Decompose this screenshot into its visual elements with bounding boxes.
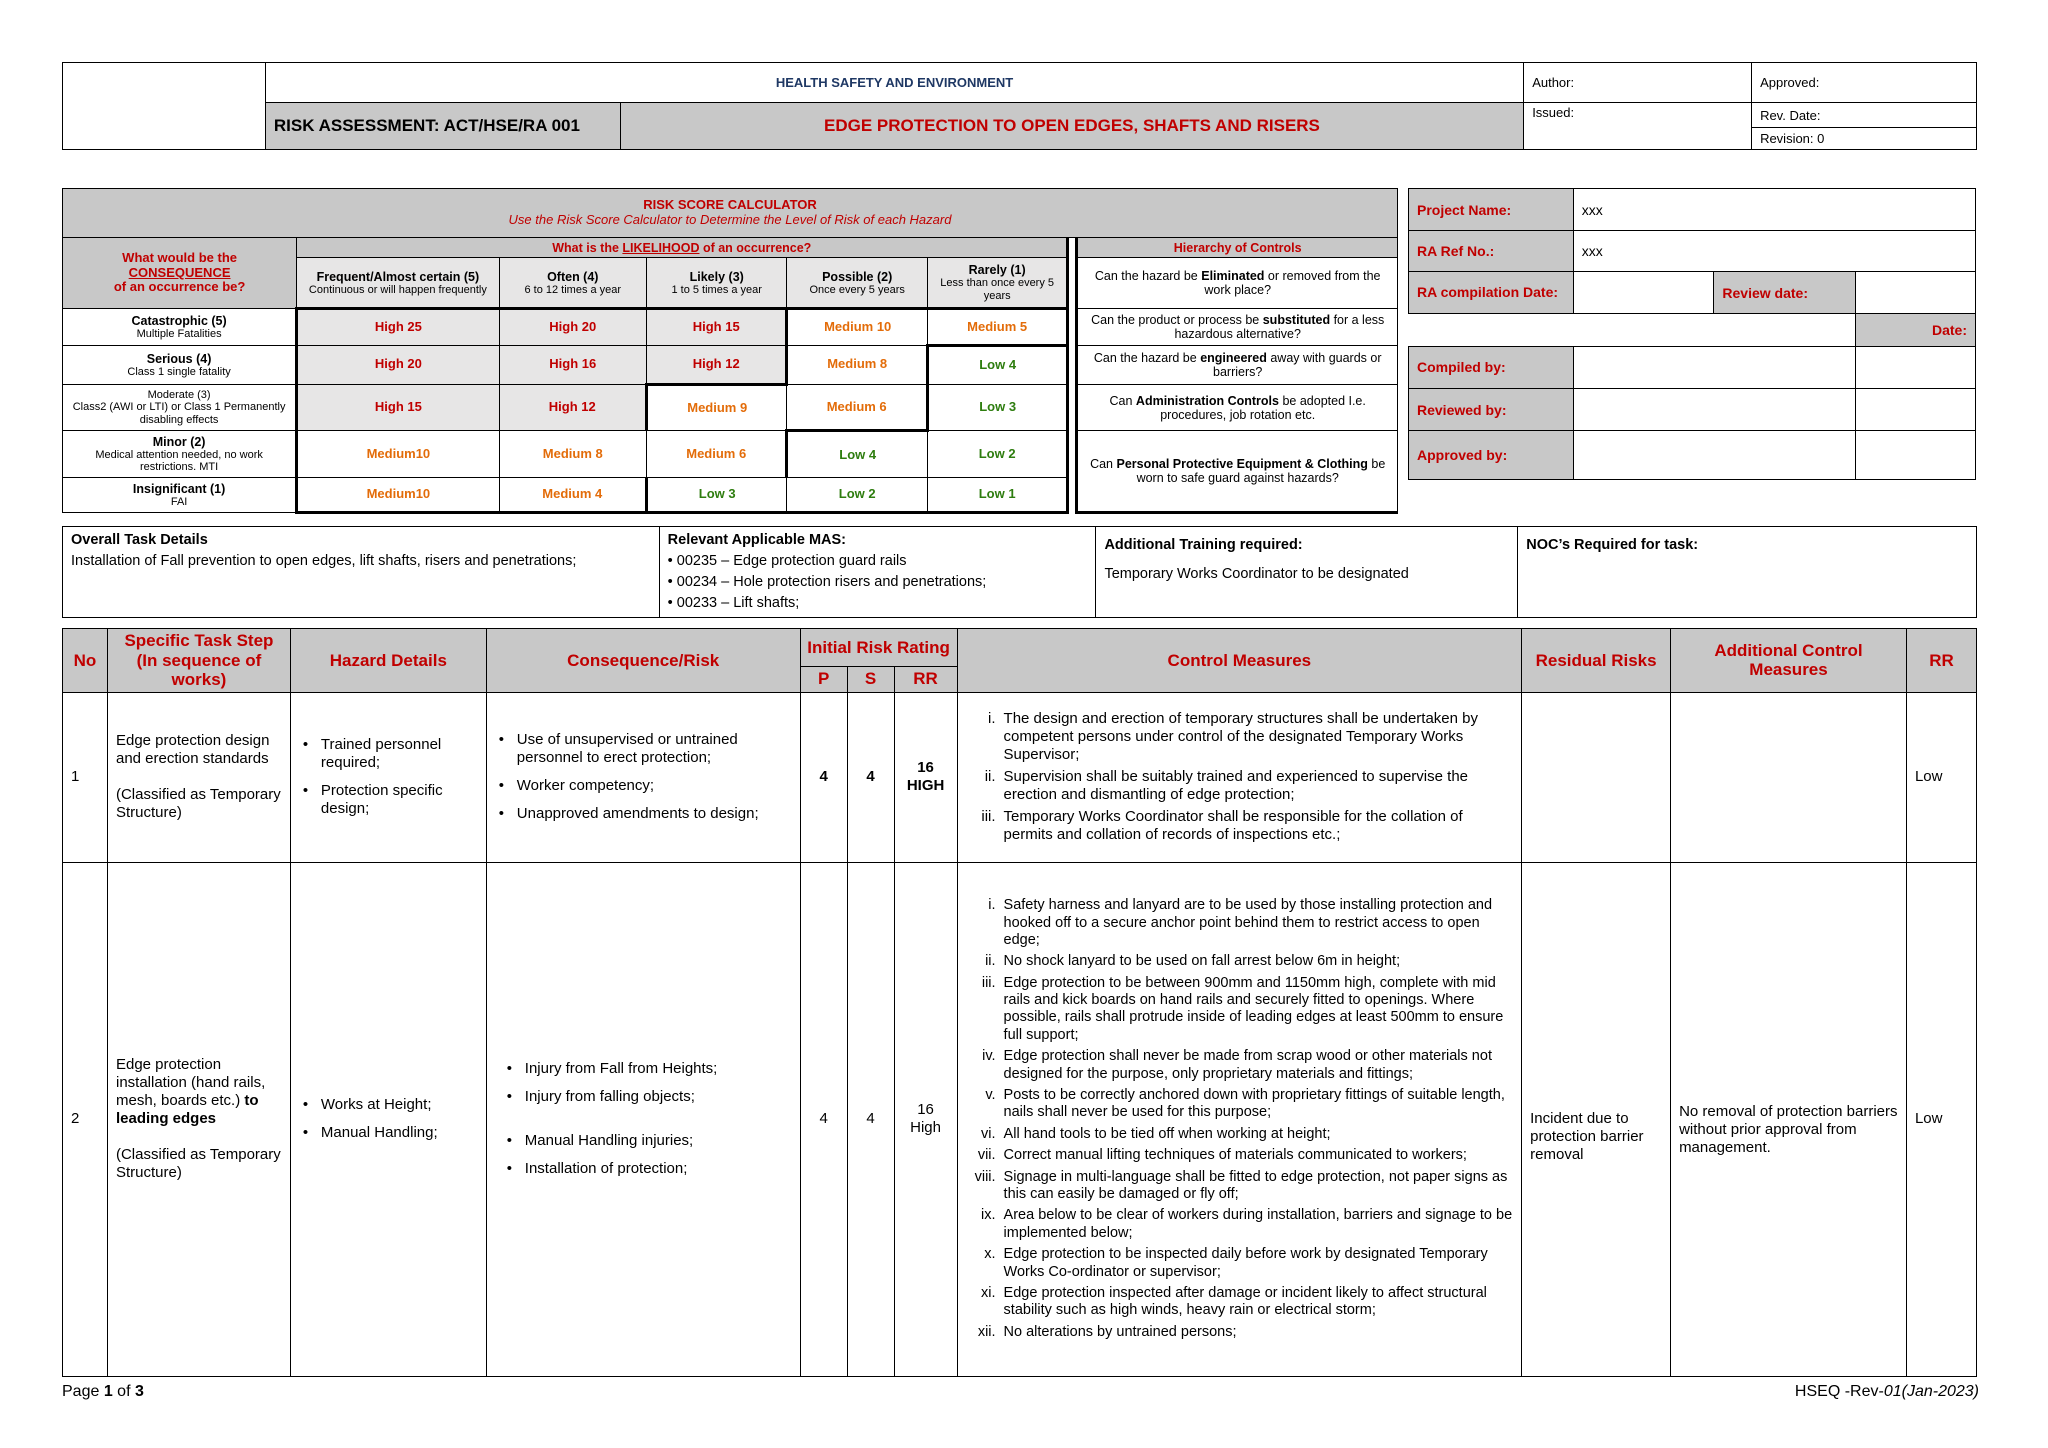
consequence-row-2: Minor (2) Medical attention needed, no work restrictions. MTI <box>63 431 297 478</box>
mas-item: • 00233 – Lift shafts; <box>667 595 800 612</box>
matrix-cell: High 25 <box>297 309 499 346</box>
matrix-cell: High 20 <box>499 309 646 346</box>
consequence-item: • Manual Handling injuries; <box>503 1132 792 1150</box>
likelihood-header-1: Rarely (1) Less than once every 5 years <box>927 258 1067 309</box>
col-rr-initial: RR <box>894 666 957 692</box>
consequence-row-1: Insignificant (1) FAI <box>63 478 297 513</box>
residual-risks: Incident due to protection barrier removal <box>1522 862 1671 1376</box>
project-name-value: xxx <box>1573 189 1975 231</box>
consequence-question: What would be the CONSEQUENCE of an occurrence be? <box>63 237 297 308</box>
col-hazard: Hazard Details <box>290 629 486 693</box>
col-control-measures: Control Measures <box>957 629 1522 693</box>
control-item: iv. Edge protection shall never be made from scrap wood or other materials not designed for the purpose, only proprietary materials and fittings; <box>982 1048 1492 1082</box>
hazard-item: • Manual Handling; <box>299 1124 478 1142</box>
training-text: Temporary Works Coordinator to be designated <box>1104 566 1409 583</box>
revision-footer: HSEQ -Rev-01(Jan-2023) <box>1794 1383 1979 1400</box>
control-item: i. Safety harness and lanyard are to be used by those installing protection and hooked off to a secure anchor point behind them to restrict access to open edge; <box>988 897 1493 948</box>
ra-ref-value: xxx <box>1573 231 1975 271</box>
reviewed-by-value <box>1573 389 1855 431</box>
control-measures <box>957 862 1522 1376</box>
noc-cell <box>1518 527 1977 618</box>
matrix-cell: Low 1 <box>927 478 1067 513</box>
consequence-item: • Injury from falling objects; <box>503 1088 792 1106</box>
likelihood-header-3: Likely (3) 1 to 5 times a year <box>646 258 786 309</box>
review-date-value <box>1856 271 1976 313</box>
risk-assessment-table <box>62 628 1977 1377</box>
training-label: Additional Training required: <box>1104 537 1303 553</box>
control-item: i. The design and erection of temporary structures shall be undertaken by competent persons under control of the designated Temporary Works Supervisor; <box>988 710 1478 764</box>
col-p: P <box>800 666 847 692</box>
row-number: 2 <box>63 862 108 1376</box>
consequence-row-4: Serious (4) Class 1 single fatality <box>63 345 297 384</box>
residual-risks <box>1522 692 1671 862</box>
control-item: iii. Temporary Works Coordinator shall be responsible for the collation of permits and collation of records of inspections etc.; <box>981 808 1463 844</box>
control-measures <box>957 692 1522 862</box>
approved-field: Approved: <box>1752 63 1977 103</box>
ra-title: EDGE PROTECTION TO OPEN EDGES, SHAFTS AND RISERS <box>620 103 1523 150</box>
consequence-item: • Installation of protection; <box>503 1160 792 1178</box>
control-item: v. Posts to be correctly anchored down with proprietary fittings of suitable length, nails shall never be used for this purpose; <box>985 1087 1505 1121</box>
approved-by-label: Approved by: <box>1409 431 1574 480</box>
calc-separator <box>1068 237 1077 512</box>
control-item: x. Edge protection to be inspected daily before work by designated Temporary Works Co-ordinator or supervisor; <box>984 1246 1488 1280</box>
col-task-step: Specific Task Step (In sequence of works) <box>107 629 290 693</box>
matrix-cell: Medium 10 <box>787 309 927 346</box>
consequence-risk <box>486 862 800 1376</box>
matrix-cell: Low 4 <box>787 431 927 478</box>
consequence-item: • Injury from Fall from Heights; <box>503 1060 792 1078</box>
control-item: vii. Correct manual lifting techniques of materials communicated to workers; <box>977 1147 1467 1164</box>
matrix-cell: High 12 <box>499 384 646 431</box>
control-item: ii. No shock lanyard to be used on fall arrest below 6m in height; <box>985 953 1401 970</box>
control-item: xii. No alterations by untrained persons; <box>977 1323 1237 1340</box>
hazard-item: • Trained personnel required; <box>299 736 478 772</box>
initial-rr-value: 16 High <box>894 862 957 1376</box>
calculator-subtitle: Use the Risk Score Calculator to Determine the Level of Risk of each Hazard <box>508 211 952 227</box>
document-header <box>62 62 1977 150</box>
risk-score-calculator <box>62 188 1398 514</box>
compiled-by-label: Compiled by: <box>1409 346 1574 388</box>
matrix-cell: Medium10 <box>297 431 499 478</box>
hazard-item: • Works at Height; <box>299 1096 478 1114</box>
mas-label: Relevant Applicable MAS: <box>667 532 847 548</box>
matrix-cell: High 15 <box>297 384 499 431</box>
project-name-label: Project Name: <box>1409 189 1574 231</box>
hazard-details <box>290 692 486 862</box>
date-label: Date: <box>1856 314 1976 346</box>
matrix-cell: Low 2 <box>927 431 1067 478</box>
control-item: iii. Edge protection to be between 900mm and 1150mm high, complete with mid rails and kick boards on hand rails and securely fitted to openings. Where possible, rails shall protrude inside of leading edges at least 500mm to ensure full support; <box>981 974 1504 1043</box>
likelihood-header-5: Frequent/Almost certain (5) Continuous or will happen frequently <box>297 258 499 309</box>
col-initial-risk: Initial Risk Rating <box>800 629 957 667</box>
consequence-row-5: Catastrophic (5) Multiple Fatalities <box>63 309 297 346</box>
calculator-title-cell <box>63 189 1398 238</box>
mas-item: • 00234 – Hole protection risers and penetrations; <box>667 574 987 591</box>
matrix-cell: Low 4 <box>927 345 1067 384</box>
control-item: ii. Supervision shall be suitably trained and experienced to supervise the erection and dismantling of edge protection; <box>984 768 1468 804</box>
revision-field: Revision: 0 <box>1752 127 1977 149</box>
consequence-item: • Unapproved amendments to design; <box>495 805 792 823</box>
control-item: vi. All hand tools to be tied off when working at height; <box>981 1125 1331 1142</box>
additional-controls <box>1671 692 1907 862</box>
col-rr: RR <box>1906 629 1976 693</box>
ra-compilation-value <box>1573 271 1714 313</box>
severity-value: 4 <box>847 692 894 862</box>
calculator-title: RISK SCORE CALCULATOR <box>643 197 817 213</box>
row-number: 1 <box>63 692 108 862</box>
hoc-substitute: Can the product or process be substituted for a less hazardous alternative? <box>1077 309 1398 346</box>
hoc-ppe: Can Personal Protective Equipment & Clothing be worn to safe guard against hazards? <box>1077 431 1398 513</box>
overall-task-cell <box>63 527 660 618</box>
matrix-cell: Medium 4 <box>499 478 646 513</box>
approved-by-value <box>1573 431 1855 480</box>
hoc-engineer: Can the hazard be engineered away with guards or barriers? <box>1077 345 1398 384</box>
likelihood-question: What is the LIKELIHOOD of an occurrence? <box>297 237 1068 257</box>
control-item: xi. Edge protection inspected after damage or incident likely to affect structural stability such as high winds, heavy rain or electrical storm; <box>981 1284 1487 1319</box>
matrix-cell: Low 2 <box>787 478 927 513</box>
task-step: Edge protection installation (hand rails, mesh, boards etc.) to leading edges (Classified as Temporary Structure) <box>107 862 290 1376</box>
training-cell <box>1096 527 1518 618</box>
residual-rr: Low <box>1906 692 1976 862</box>
matrix-cell: Low 3 <box>927 384 1067 431</box>
severity-value: 4 <box>847 862 894 1376</box>
consequence-risk <box>486 692 800 862</box>
col-additional-controls: Additional Control Measures <box>1671 629 1907 693</box>
reviewed-by-label: Reviewed by: <box>1409 389 1574 431</box>
control-item: viii. Signage in multi-language shall be fitted to edge protection, not paper signs as this can easily be damaged or fly off; <box>974 1168 1508 1202</box>
ra-number: RISK ASSESSMENT: ACT/HSE/RA 001 <box>265 103 620 150</box>
matrix-cell: High 16 <box>499 345 646 384</box>
reviewed-by-date <box>1856 389 1976 431</box>
matrix-cell: High 20 <box>297 345 499 384</box>
hoc-eliminate: Can the hazard be Eliminated or removed from the work place? <box>1077 258 1398 309</box>
matrix-cell: High 15 <box>646 309 786 346</box>
mas-item: • 00235 – Edge protection guard rails <box>667 553 907 570</box>
hazard-item: • Protection specific design; <box>299 782 478 818</box>
consequence-item: • Worker competency; <box>495 777 792 795</box>
project-info <box>1408 188 1976 480</box>
matrix-cell: High 12 <box>646 345 786 384</box>
review-date-label: Review date: <box>1714 271 1856 313</box>
col-consequence: Consequence/Risk <box>486 629 800 693</box>
noc-label: NOC’s Required for task: <box>1526 537 1699 553</box>
approved-by-date <box>1856 431 1976 480</box>
issued-field: Issued: <box>1524 103 1752 150</box>
matrix-cell: Medium 5 <box>927 309 1067 346</box>
compiled-by-date <box>1856 346 1976 388</box>
col-s: S <box>847 666 894 692</box>
logo-area <box>63 63 266 150</box>
org-title: HEALTH SAFETY AND ENVIRONMENT <box>265 63 1523 103</box>
overall-task-label: Overall Task Details <box>71 532 208 548</box>
table-row <box>63 692 1977 862</box>
matrix-cell: Medium 8 <box>787 345 927 384</box>
task-details <box>62 526 1977 618</box>
matrix-cell: Medium 6 <box>646 431 786 478</box>
ra-ref-label: RA Ref No.: <box>1409 231 1574 271</box>
additional-controls: No removal of protection barriers without prior approval from management. <box>1671 862 1907 1376</box>
control-item: ix. Area below to be clear of workers during installation, barriers and signage to be implemented below; <box>981 1207 1513 1241</box>
mas-cell <box>659 527 1096 618</box>
matrix-cell: Medium 9 <box>646 384 786 431</box>
matrix-cell: Low 3 <box>646 478 786 513</box>
ra-compilation-label: RA compilation Date: <box>1409 271 1574 313</box>
consequence-row-3: Moderate (3) Class2 (AWI or LTI) or Class 1 Permanently disabling effects <box>63 384 297 431</box>
hoc-title: Hierarchy of Controls <box>1077 237 1398 257</box>
residual-rr: Low <box>1906 862 1976 1376</box>
table-row <box>63 862 1977 1376</box>
hazard-details <box>290 862 486 1376</box>
page-number: Page 1 of 3 <box>62 1383 144 1400</box>
author-field: Author: <box>1524 63 1752 103</box>
matrix-cell: Medium 8 <box>499 431 646 478</box>
overall-task-text: Installation of Fall prevention to open edges, lift shafts, risers and penetrations; <box>71 553 577 570</box>
col-no: No <box>63 629 108 693</box>
likelihood-header-2: Possible (2) Once every 5 years <box>787 258 927 309</box>
probability-value: 4 <box>800 692 847 862</box>
initial-rr-value: 16 HIGH <box>894 692 957 862</box>
hoc-administration: Can Administration Controls be adopted I.e. procedures, job rotation etc. <box>1077 384 1398 431</box>
probability-value: 4 <box>800 862 847 1376</box>
consequence-item: • Use of unsupervised or untrained personnel to erect protection; <box>495 731 792 767</box>
col-residual-risks: Residual Risks <box>1522 629 1671 693</box>
task-step: Edge protection design and erection standards (Classified as Temporary Structure) <box>107 692 290 862</box>
matrix-cell: Medium 6 <box>787 384 927 431</box>
rev-date-field: Rev. Date: <box>1752 103 1977 127</box>
likelihood-header-4: Often (4) 6 to 12 times a year <box>499 258 646 309</box>
compiled-by-value <box>1573 346 1855 388</box>
matrix-cell: Medium10 <box>297 478 499 513</box>
date-spacer <box>1409 314 1856 346</box>
